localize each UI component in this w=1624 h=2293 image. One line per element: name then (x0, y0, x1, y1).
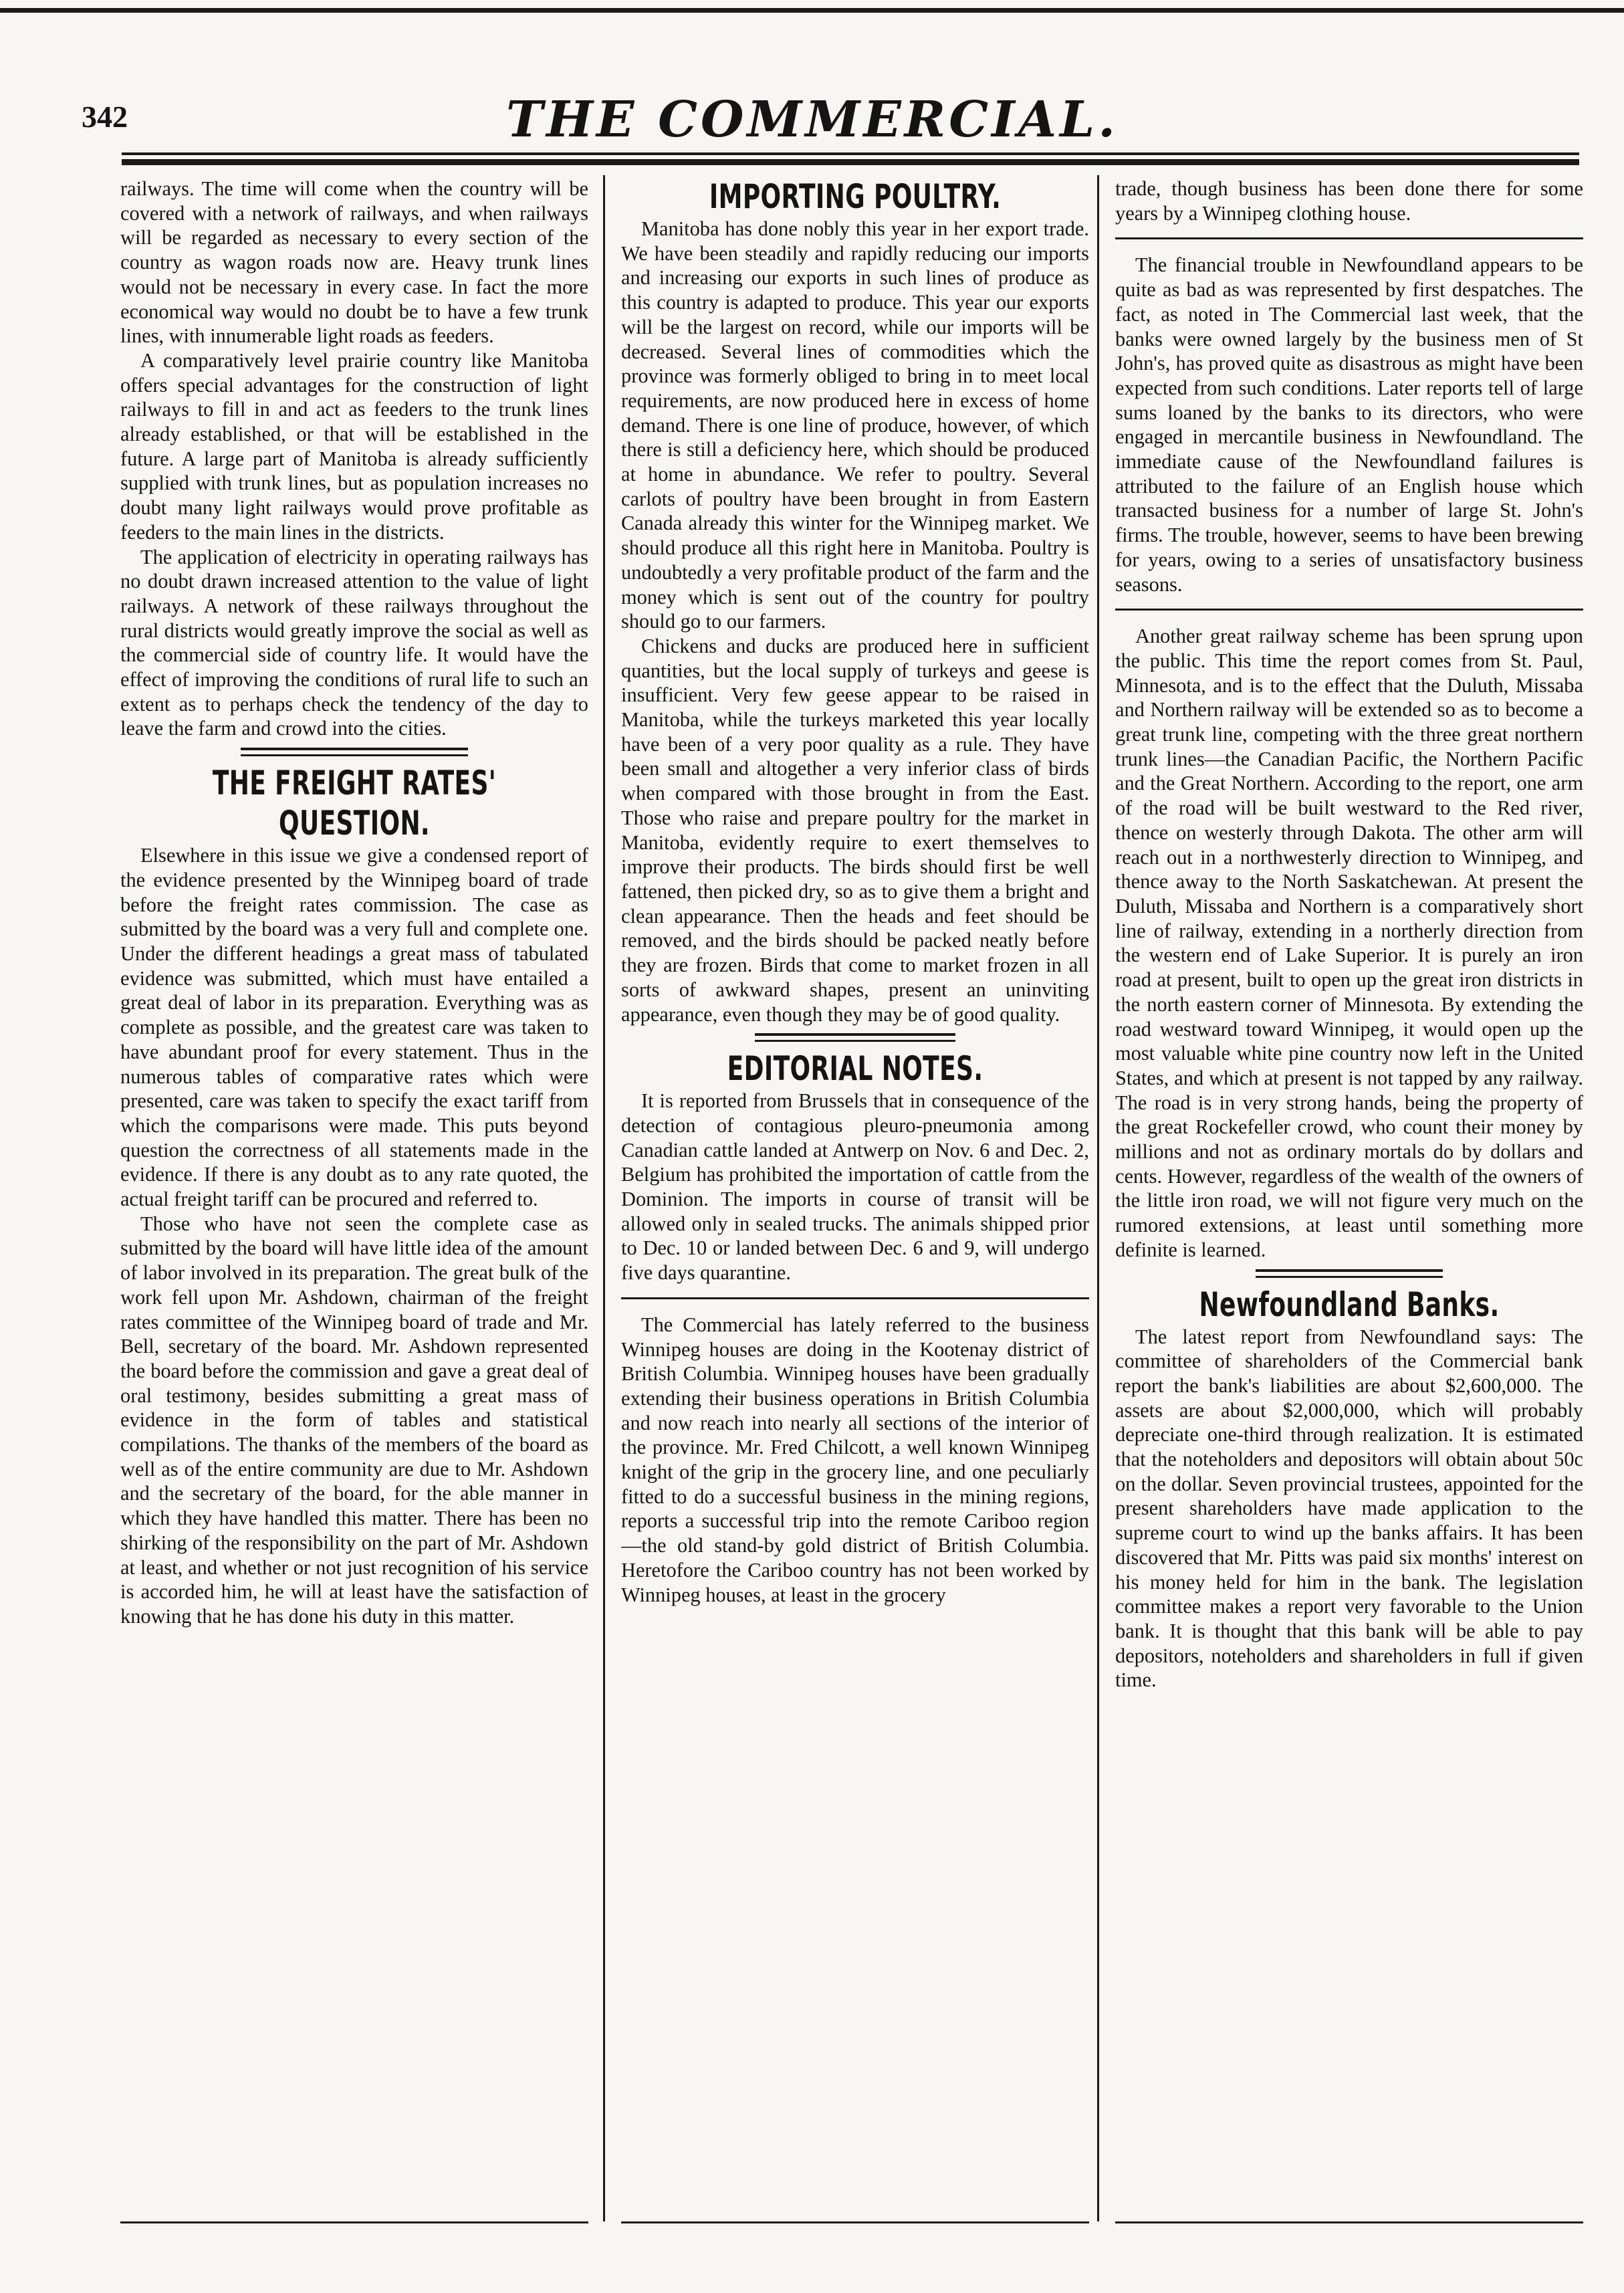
article-paragraph: railways. The time will come when the country will be covered with a network of railways, and when railways will be regarded as necessary to every section of the country as wagon roads now are. Heavy trunk lines would not be necessary in every case. In fact the more economical way would no doubt be to have a few trunk lines, with innumerable light roads as feeders. (120, 177, 588, 348)
article-paragraph: It is reported from Brussels that in consequence of the detection of contagious pleuro-pneumonia among Canadian cattle landed at Antwerp on Nov. 6 and Dec. 2, Belgium has prohibited the importation of cattle from the Dominion. The imports in course of transit will be allowed only in sealed trucks. The animals shipped prior to Dec. 10 or landed between Dec. 6 and 9, will undergo five days quarantine. (621, 1089, 1089, 1285)
article-heading: EDITORIAL NOTES. (727, 1049, 983, 1089)
top-border-rule (0, 8, 1624, 13)
heading-rule (1256, 1269, 1443, 1278)
section-separator (1115, 237, 1583, 239)
newspaper-masthead: THE COMMERCIAL. (506, 91, 1119, 148)
column-divider (603, 175, 605, 2221)
article-paragraph: The financial trouble in Newfoundland appears to be quite as bad as was represented by first despatches. The fact, as noted in The Commercial last week, that the banks were owned largely by the business men of St John's, has proved quite as disastrous as might have been expected from such conditions. Later reports tell of large sums loaned by the banks to its directors, who were engaged in mercantile business in Newfoundland. The immediate cause of the Newfoundland failures is attributed to the failure of an English house which transacted business for a number of large St. John's firms. The trouble, however, seems to have been brewing for years, owing to a series of unsatisfactory business seasons. (1115, 253, 1583, 596)
article-heading: Newfoundland Banks. (1199, 1285, 1500, 1324)
header-rule-thick (122, 159, 1579, 165)
section-separator (621, 1297, 1089, 1299)
column-end-rule (1115, 2221, 1583, 2223)
header-rule-thin (122, 152, 1579, 155)
column-1 (120, 177, 588, 2223)
article-paragraph: Elsewhere in this issue we give a condensed report of the evidence presented by the Winnipeg board of trade before the freight rates commission. The case as submitted by the board was a very full and complete one. Under the different headings a great mass of tabulated evidence was submitted, which must have entailed a great deal of labor in its preparation. Everything was as complete as possible, and the greatest care was taken to have abundant proof for every statement. Thus in the numerous tables of comparative rates which were presented, care was taken to specify the exact tariff from which the comparisons were made. This puts beyond question the correctness of all statements made in the evidence. If there is any doubt as to any rate quoted, the actual freight tariff can be procured and referred to. (120, 844, 588, 1211)
article-heading: IMPORTING POULTRY. (709, 177, 1002, 216)
page-number: 342 (82, 100, 128, 134)
article-paragraph: Another great railway scheme has been sprung upon the public. This time the report comes from St. Paul, Minnesota, and is to the effect that the Duluth, Missaba and Northern railway will be extended so as to become a great trunk line, competing with the three great northern trunk lines—the Canadian Pacific, the Northern Pacific and the Great Northern. According to the report, one arm of the road will be built westward to the Red river, thence on westerly through Dakota. The other arm will reach out in a northwesterly direction to Winnipeg, and thence away to the North Saskatchewan. At present the Duluth, Missaba and Northern is a comparatively short line of railway, extending in a northerly direction from the western end of Lake Superior. It is purely an iron road at present, built to open up the great iron districts in the north eastern corner of Minnesota. By extending the road westward toward Winnipeg, it would open up the most valuable white pine country now left in the United States, and which at present is not tapped by any railway. The road is in very strong hands, being the property of the great Rockefeller crowd, who count their money by millions and not as ordinary mortals do by dollars and cents. However, regardless of the wealth of the owners of the little iron road, we will not figure very much on the rumored extensions, at least until something more definite is learned. (1115, 625, 1583, 1261)
article-paragraph: trade, though business has been done there for some years by a Winnipeg clothing house. (1115, 177, 1583, 225)
article-paragraph: Those who have not seen the complete case as submitted by the board will have little idea of the amount of labor involved in its preparation. The great bulk of the work fell upon Mr. Ashdown, chairman of the freight rates committee of the Winnipeg board of trade and Mr. Bell, secretary of the board. Mr. Ashdown represented the board before the commission and gave a great deal of oral testimony, besides submitting a great mass of evidence in the form of tables and statistical compilations. The thanks of the members of the board as well as of the entire community are due to Mr. Ashdown and the secretary of the board, for the able manner in which they have handled this matter. There has been no shirking of the responsibility on the part of Mr. Ashdown at least, and whether or not just recognition of his service is accorded him, he will at least have the satisfaction of knowing that he has done his duty in this matter. (120, 1212, 588, 1628)
article-paragraph: Chickens and ducks are produced here in sufficient quantities, but the local supply of turkeys and geese is insufficient. Very few geese appear to be raised in Manitoba, while the turkeys marketed this year locally have been of a very poor quality as a rule. They have been small and altogether a very inferior class of birds when compared with those brought in from the East. Those who raise and prepare poultry for the market in Manitoba, evidently require to exert themselves to improve their products. The birds should first be well fattened, then picked dry, so as to give them a bright and clean appearance. Then the heads and feet should be removed, and the birds should be packed neatly before they are frozen. Birds that come to market frozen in all sorts of awkward shapes, present an uninviting appearance, even though they may be of good quality. (621, 634, 1089, 1026)
column-divider (1097, 175, 1099, 2221)
article-paragraph: The application of electricity in operating railways has no doubt drawn increased attention to the value of light railways. A network of these railways throughout the rural districts would greatly improve the social as well as the commercial side of country life. It would have the effect of improving the conditions of rural life to such an extent as to perhaps check the tendency of the day to leave the farm and crowd into the cities. (120, 545, 588, 740)
heading-rule (241, 748, 468, 756)
section-separator (1115, 609, 1583, 611)
column-end-rule (120, 2221, 588, 2223)
column-end-rule (621, 2221, 1089, 2223)
article-paragraph: The Commercial has lately referred to the business Winnipeg houses are doing in the Kootenay district of British Columbia. Winnipeg houses have been gradually extending their business operations in British Columbia and now reach into nearly all sections of the interior of the province. Mr. Fred Chilcott, a well known Winnipeg knight of the grip in the grocery line, and one peculiarly fitted to do a successful business in the mining regions, reports a successful trip into the remote Cariboo region—the old stand-by gold district of British Columbia. Heretofore the Cariboo country has not been worked by Winnipeg houses, at least in the grocery (621, 1313, 1089, 1606)
article-paragraph: Manitoba has done nobly this year in her export trade. We have been steadily and rapidly reducing our imports and increasing our exports in such lines of produce as this country is adapted to produce. This year our exports will be the largest on record, while our imports will be decreased. Several lines of commodities which the province was formerly obliged to bring in to meet local requirements, are now produced here in excess of home demand. There is one line of produce, however, of which there is still a deficiency here, which should be produced at home in abundance. We refer to poultry. Several carlots of poultry have been brought in from Eastern Canada already this winter for the Winnipeg market. We should produce all this right here in Manitoba. Poultry is undoubtedly a very profitable product of the farm and the money which is sent out of the country for poultry should go to our farmers. (621, 217, 1089, 633)
article-heading: THE FREIGHT RATES' QUESTION. (212, 764, 497, 843)
column-2 (621, 177, 1089, 2223)
article-paragraph: A comparatively level prairie country like Manitoba offers special advantages for the construction of light railways to fill in and act as feeders to the trunk lines already established, or that will be established in the future. A large part of Manitoba is already sufficiently supplied with trunk lines, but as population increases no doubt many light railways would prove profitable as feeders to the main lines in the districts. (120, 348, 588, 544)
column-3 (1115, 177, 1583, 2223)
heading-rule (755, 1033, 955, 1042)
article-paragraph: The latest report from Newfoundland says: The committee of shareholders of the Commercial bank report the bank's liabilities are about $2,600,000. The assets are about $2,000,000, which will probably depreciate one-third through realization. It is estimated that the noteholders and depositors will obtain about 50c on the dollar. Seven provincial trustees, appointed for the present shareholders have made application to the supreme court to wind up the banks affairs. It has been discovered that Mr. Pitts was paid six months' interest on his money held for him in the bank. The legislation committee makes a report very favorable to the Union bank. It is thought that this bank will be able to pay depositors, noteholders and shareholders in full if given time. (1115, 1325, 1583, 1692)
